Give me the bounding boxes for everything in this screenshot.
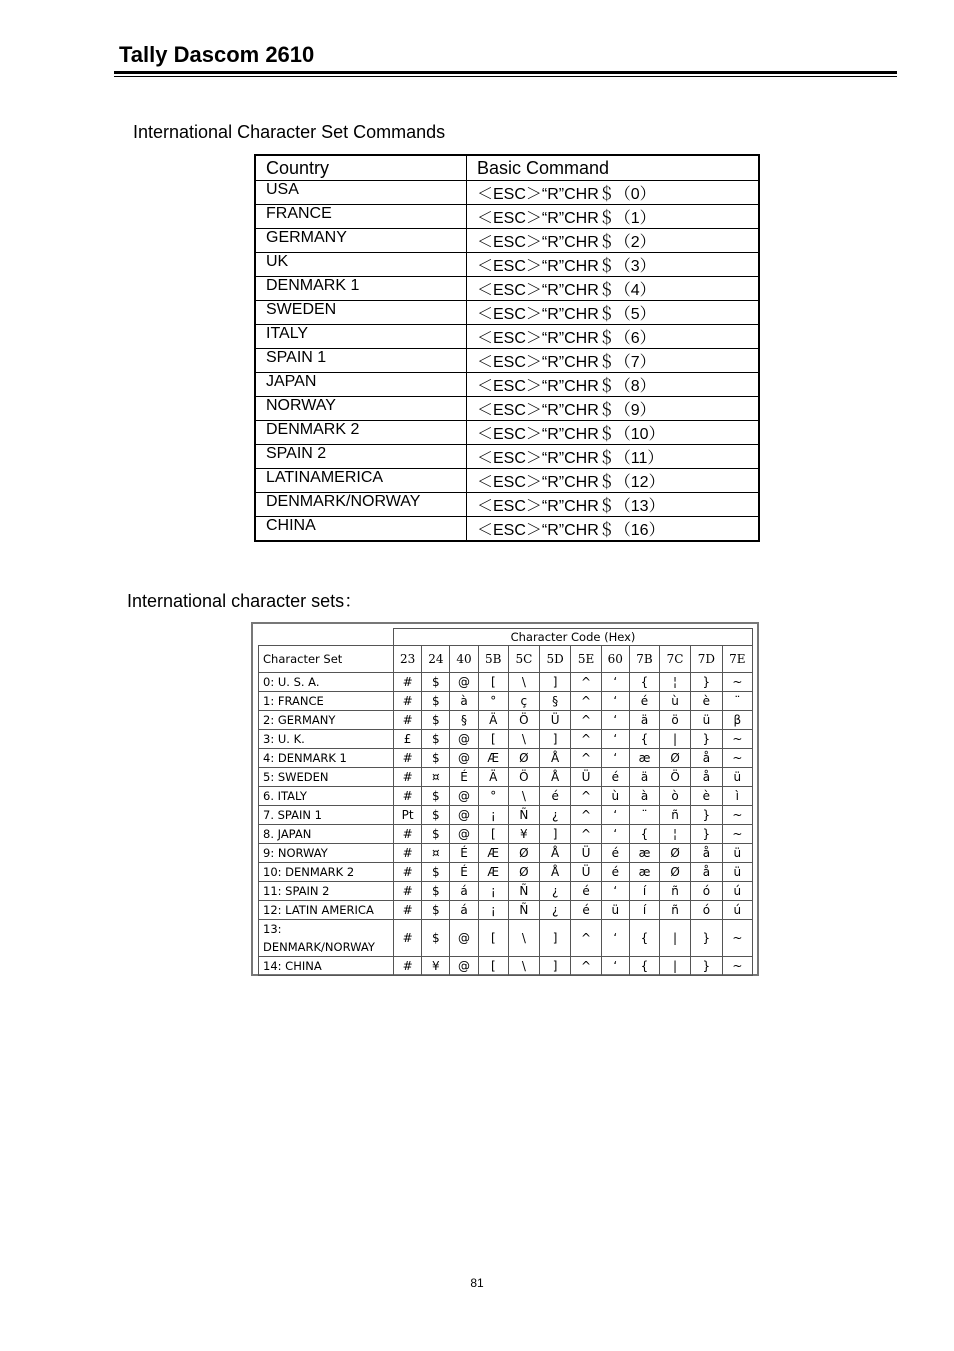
charset-char-cell: ü <box>722 768 752 787</box>
charset-char-cell: # <box>394 882 422 901</box>
charset-code-header: 7C <box>660 646 691 673</box>
charset-char-cell: å <box>691 844 723 863</box>
charset-char-cell: Æ <box>478 863 508 882</box>
charset-row <box>259 825 753 844</box>
charset-char-cell: β <box>722 711 752 730</box>
charset-char-cell: @ <box>450 749 478 768</box>
charset-char-cell: ‘ <box>601 711 629 730</box>
charset-char-cell: { <box>629 673 659 692</box>
charset-code-header: 7E <box>722 646 752 673</box>
charset-char-cell: ] <box>539 730 571 749</box>
country-cell: SPAIN 1 <box>255 349 467 373</box>
charset-name-cell: 4: DENMARK 1 <box>259 749 394 768</box>
charset-char-cell: @ <box>450 730 478 749</box>
charset-char-cell: Æ <box>478 749 508 768</box>
charset-char-cell: Ü <box>539 711 571 730</box>
charset-char-cell: { <box>629 957 659 976</box>
charset-row <box>259 920 753 957</box>
charset-char-cell: ~ <box>722 920 752 957</box>
header-rule-thin <box>114 76 897 77</box>
charset-char-cell: # <box>394 673 422 692</box>
charset-char-cell: @ <box>450 673 478 692</box>
charset-char-cell: $ <box>422 711 450 730</box>
character-set-figure <box>251 622 759 976</box>
charset-char-cell: Ø <box>508 749 539 768</box>
command-table-body <box>255 181 759 542</box>
charset-code-header: 24 <box>422 646 450 673</box>
charset-char-cell: á <box>450 882 478 901</box>
command-cell: ＜ESC＞“R”CHR＄（12） <box>467 469 760 493</box>
charset-char-cell: ¤ <box>422 768 450 787</box>
country-cell: NORWAY <box>255 397 467 421</box>
charset-char-cell: [ <box>478 957 508 976</box>
country-cell: USA <box>255 181 467 205</box>
charset-char-cell: @ <box>450 787 478 806</box>
charset-char-cell: æ <box>629 863 659 882</box>
charset-char-cell: é <box>571 901 601 920</box>
charset-char-cell: Ø <box>660 863 691 882</box>
charset-char-cell: Ö <box>508 768 539 787</box>
charset-char-cell: ‘ <box>601 957 629 976</box>
command-table-row <box>255 229 759 253</box>
charset-char-cell: # <box>394 711 422 730</box>
charset-char-cell: ~ <box>722 749 752 768</box>
charset-char-cell: ^ <box>571 692 601 711</box>
charset-name-cell: 14: CHINA <box>259 957 394 976</box>
charset-set-header: Character Set <box>259 646 394 673</box>
charset-char-cell: \ <box>508 957 539 976</box>
charset-code-header-row <box>259 646 753 673</box>
charset-char-cell: ~ <box>722 806 752 825</box>
charset-char-cell: } <box>691 673 723 692</box>
charset-char-cell: } <box>691 957 723 976</box>
charset-char-cell: | <box>660 730 691 749</box>
charset-char-cell: æ <box>629 749 659 768</box>
charset-char-cell: \ <box>508 787 539 806</box>
charset-char-cell: Ñ <box>508 882 539 901</box>
country-cell: CHINA <box>255 517 467 542</box>
charset-char-cell: # <box>394 768 422 787</box>
charset-char-cell: ~ <box>722 825 752 844</box>
charset-char-cell: ^ <box>571 787 601 806</box>
charset-row <box>259 749 753 768</box>
charset-char-cell: # <box>394 957 422 976</box>
charset-char-cell: ] <box>539 673 571 692</box>
command-table-row <box>255 277 759 301</box>
charset-code-header: 40 <box>450 646 478 673</box>
country-cell: DENMARK 2 <box>255 421 467 445</box>
charset-char-cell: ‘ <box>601 920 629 957</box>
charset-char-cell: é <box>571 882 601 901</box>
charset-char-cell: ‘ <box>601 673 629 692</box>
charset-row <box>259 673 753 692</box>
charset-char-cell: [ <box>478 673 508 692</box>
charset-char-cell: # <box>394 692 422 711</box>
character-set-table <box>258 628 753 976</box>
charset-char-cell: í <box>629 901 659 920</box>
command-cell: ＜ESC＞“R”CHR＄（10） <box>467 421 760 445</box>
charset-char-cell: à <box>629 787 659 806</box>
charset-char-cell: ¡ <box>478 901 508 920</box>
charset-char-cell: ^ <box>571 920 601 957</box>
charset-char-cell: Ø <box>660 749 691 768</box>
charset-char-cell: $ <box>422 787 450 806</box>
charset-char-cell: } <box>691 920 723 957</box>
charset-name-cell: 2: GERMANY <box>259 711 394 730</box>
charset-char-cell: É <box>450 768 478 787</box>
charset-char-cell: è <box>691 787 723 806</box>
charset-char-cell: Ü <box>571 863 601 882</box>
charset-char-cell: Ø <box>508 844 539 863</box>
command-cell: ＜ESC＞“R”CHR＄（4） <box>467 277 760 301</box>
charset-name-cell: 9: NORWAY <box>259 844 394 863</box>
section-title-charsets: International character sets： <box>127 591 363 611</box>
charset-char-cell: ú <box>722 882 752 901</box>
command-table-row <box>255 517 759 542</box>
charset-char-cell: # <box>394 901 422 920</box>
charset-char-cell: ü <box>722 844 752 863</box>
charset-row <box>259 692 753 711</box>
charset-char-cell: £ <box>394 730 422 749</box>
charset-char-cell: ì <box>722 787 752 806</box>
charset-char-cell: é <box>601 768 629 787</box>
charset-char-cell: ° <box>478 692 508 711</box>
command-table-row <box>255 181 759 205</box>
command-table-row <box>255 253 759 277</box>
charset-char-cell: ¨ <box>722 692 752 711</box>
charset-char-cell: é <box>601 844 629 863</box>
charset-char-cell: Å <box>539 749 571 768</box>
charset-row <box>259 787 753 806</box>
charset-name-cell: 0: U. S. A. <box>259 673 394 692</box>
country-cell: ITALY <box>255 325 467 349</box>
charset-row <box>259 957 753 976</box>
charset-char-cell: ú <box>722 901 752 920</box>
charset-name-cell: 11: SPAIN 2 <box>259 882 394 901</box>
charset-char-cell: ‘ <box>601 692 629 711</box>
charset-char-cell: { <box>629 825 659 844</box>
charset-char-cell: ¡ <box>478 882 508 901</box>
charset-char-cell: Ö <box>660 768 691 787</box>
charset-char-cell: $ <box>422 863 450 882</box>
charset-char-cell: ¦ <box>660 673 691 692</box>
command-table-row <box>255 397 759 421</box>
charset-char-cell: { <box>629 730 659 749</box>
charset-char-cell: # <box>394 787 422 806</box>
charset-char-cell: ç <box>508 692 539 711</box>
charset-char-cell: } <box>691 806 723 825</box>
command-cell: ＜ESC＞“R”CHR＄（0） <box>467 181 760 205</box>
command-table-row <box>255 301 759 325</box>
command-table <box>254 154 760 542</box>
charset-char-cell: ~ <box>722 730 752 749</box>
charset-char-cell: § <box>539 692 571 711</box>
charset-char-cell: $ <box>422 673 450 692</box>
charset-char-cell: @ <box>450 920 478 957</box>
charset-char-cell: ‘ <box>601 825 629 844</box>
charset-char-cell: Å <box>539 768 571 787</box>
charset-char-cell: Ü <box>571 768 601 787</box>
command-cell: ＜ESC＞“R”CHR＄（8） <box>467 373 760 397</box>
command-table-row <box>255 421 759 445</box>
country-cell: SWEDEN <box>255 301 467 325</box>
charset-char-cell: ^ <box>571 806 601 825</box>
charset-char-cell: Æ <box>478 844 508 863</box>
command-cell: ＜ESC＞“R”CHR＄（16） <box>467 517 760 542</box>
document-header-title: Tally Dascom 2610 <box>119 42 315 67</box>
command-table-row <box>255 373 759 397</box>
charset-char-cell: ñ <box>660 882 691 901</box>
charset-char-cell: ] <box>539 957 571 976</box>
charset-char-cell: ó <box>691 882 723 901</box>
charset-char-cell: ^ <box>571 749 601 768</box>
charset-char-cell: ¡ <box>478 806 508 825</box>
charset-char-cell: Ñ <box>508 901 539 920</box>
country-cell: UK <box>255 253 467 277</box>
charset-corner-cell <box>259 629 394 646</box>
charset-char-cell: ^ <box>571 957 601 976</box>
charset-row <box>259 863 753 882</box>
charset-char-cell: Pt <box>394 806 422 825</box>
charset-char-cell: ò <box>660 787 691 806</box>
charset-char-cell: ä <box>629 768 659 787</box>
charset-char-cell: Ä <box>478 711 508 730</box>
charset-char-cell: ù <box>660 692 691 711</box>
charset-char-cell: { <box>629 920 659 957</box>
charset-name-cell: 1: FRANCE <box>259 692 394 711</box>
charset-char-cell: # <box>394 749 422 768</box>
charset-code-title: Character Code (Hex) <box>394 629 753 646</box>
charset-char-cell: É <box>450 844 478 863</box>
charset-char-cell: í <box>629 882 659 901</box>
charset-char-cell: \ <box>508 673 539 692</box>
charset-char-cell: \ <box>508 920 539 957</box>
charset-name-cell: 5: SWEDEN <box>259 768 394 787</box>
charset-row <box>259 711 753 730</box>
charset-char-cell: ü <box>691 711 723 730</box>
charset-char-cell: ä <box>629 711 659 730</box>
charset-char-cell: é <box>601 863 629 882</box>
charset-code-header: 5B <box>478 646 508 673</box>
charset-code-header: 5D <box>539 646 571 673</box>
charset-char-cell: $ <box>422 692 450 711</box>
charset-char-cell: è <box>691 692 723 711</box>
charset-char-cell: ‘ <box>601 806 629 825</box>
command-cell: ＜ESC＞“R”CHR＄（13） <box>467 493 760 517</box>
charset-char-cell: $ <box>422 901 450 920</box>
charset-char-cell: ¿ <box>539 806 571 825</box>
command-cell: ＜ESC＞“R”CHR＄（6） <box>467 325 760 349</box>
charset-char-cell: ] <box>539 825 571 844</box>
charset-char-cell: ~ <box>722 957 752 976</box>
charset-char-cell: Ñ <box>508 806 539 825</box>
charset-row <box>259 901 753 920</box>
charset-char-cell: ñ <box>660 806 691 825</box>
country-cell: GERMANY <box>255 229 467 253</box>
charset-name-cell: 7. SPAIN 1 <box>259 806 394 825</box>
charset-char-cell: ¥ <box>508 825 539 844</box>
charset-char-cell: $ <box>422 730 450 749</box>
character-set-table-body <box>259 629 753 976</box>
charset-row <box>259 844 753 863</box>
charset-char-cell: $ <box>422 920 450 957</box>
command-table-row <box>255 445 759 469</box>
page-number: 81 <box>470 1276 484 1290</box>
country-cell: DENMARK 1 <box>255 277 467 301</box>
country-cell: SPAIN 2 <box>255 445 467 469</box>
charset-char-cell: Ä <box>478 768 508 787</box>
charset-name-cell: 12: LATIN AMERICA <box>259 901 394 920</box>
country-cell: JAPAN <box>255 373 467 397</box>
charset-char-cell: ö <box>660 711 691 730</box>
charset-code-header: 60 <box>601 646 629 673</box>
charset-char-cell: ù <box>601 787 629 806</box>
charset-char-cell: ñ <box>660 901 691 920</box>
charset-char-cell: $ <box>422 806 450 825</box>
charset-name-cell: 10: DENMARK 2 <box>259 863 394 882</box>
charset-code-header: 5E <box>571 646 601 673</box>
charset-char-cell: á <box>450 901 478 920</box>
charset-row <box>259 882 753 901</box>
charset-char-cell: $ <box>422 749 450 768</box>
command-table-row <box>255 469 759 493</box>
command-cell: ＜ESC＞“R”CHR＄（3） <box>467 253 760 277</box>
command-cell: ＜ESC＞“R”CHR＄（2） <box>467 229 760 253</box>
charset-char-cell: é <box>629 692 659 711</box>
charset-char-cell: å <box>691 863 723 882</box>
charset-char-cell: } <box>691 825 723 844</box>
command-cell: ＜ESC＞“R”CHR＄（11） <box>467 445 760 469</box>
charset-char-cell: ü <box>601 901 629 920</box>
charset-char-cell: É <box>450 863 478 882</box>
country-cell: DENMARK/NORWAY <box>255 493 467 517</box>
charset-char-cell: | <box>660 920 691 957</box>
charset-char-cell: $ <box>422 882 450 901</box>
section-title-commands: International Character Set Commands <box>133 122 446 142</box>
command-table-row <box>255 325 759 349</box>
charset-name-cell: 13: DENMARK/NORWAY <box>259 920 394 957</box>
charset-char-cell: ó <box>691 901 723 920</box>
charset-char-cell: [ <box>478 730 508 749</box>
charset-code-header: 23 <box>394 646 422 673</box>
charset-char-cell: ‘ <box>601 730 629 749</box>
charset-char-cell: ¿ <box>539 901 571 920</box>
charset-char-cell: Å <box>539 844 571 863</box>
charset-char-cell: ^ <box>571 673 601 692</box>
command-table-row <box>255 205 759 229</box>
charset-char-cell: @ <box>450 825 478 844</box>
command-cell: ＜ESC＞“R”CHR＄（5） <box>467 301 760 325</box>
header-rule-thick <box>114 71 897 74</box>
command-cell: ＜ESC＞“R”CHR＄（9） <box>467 397 760 421</box>
charset-char-cell: # <box>394 863 422 882</box>
charset-char-cell: ° <box>478 787 508 806</box>
charset-char-cell: } <box>691 730 723 749</box>
charset-char-cell: ¿ <box>539 882 571 901</box>
charset-char-cell: Ü <box>571 844 601 863</box>
charset-char-cell: [ <box>478 825 508 844</box>
header-country: Country <box>255 155 467 181</box>
charset-char-cell: ‘ <box>601 749 629 768</box>
charset-char-cell: ü <box>722 863 752 882</box>
charset-code-header: 7D <box>691 646 723 673</box>
country-cell: FRANCE <box>255 205 467 229</box>
charset-char-cell: ^ <box>571 711 601 730</box>
charset-row <box>259 806 753 825</box>
charset-char-cell: Å <box>539 863 571 882</box>
charset-char-cell: @ <box>450 806 478 825</box>
command-table-header-row <box>255 155 759 181</box>
charset-char-cell: Ö <box>508 711 539 730</box>
command-cell: ＜ESC＞“R”CHR＄（7） <box>467 349 760 373</box>
charset-name-cell: 6. ITALY <box>259 787 394 806</box>
charset-char-cell: ¤ <box>422 844 450 863</box>
header-basic-command: Basic Command <box>467 155 760 181</box>
charset-char-cell: à <box>450 692 478 711</box>
country-cell: LATINAMERICA <box>255 469 467 493</box>
command-cell: ＜ESC＞“R”CHR＄（1） <box>467 205 760 229</box>
charset-char-cell: å <box>691 749 723 768</box>
command-table-row <box>255 349 759 373</box>
charset-code-header: 5C <box>508 646 539 673</box>
charset-char-cell: ‘ <box>601 882 629 901</box>
charset-name-cell: 3: U. K. <box>259 730 394 749</box>
charset-char-cell: # <box>394 825 422 844</box>
charset-char-cell: ^ <box>571 825 601 844</box>
charset-char-cell: ] <box>539 920 571 957</box>
charset-char-cell: | <box>660 957 691 976</box>
charset-char-cell: ¥ <box>422 957 450 976</box>
charset-char-cell: ^ <box>571 730 601 749</box>
charset-code-header: 7B <box>629 646 659 673</box>
charset-char-cell: $ <box>422 825 450 844</box>
charset-char-cell: æ <box>629 844 659 863</box>
charset-char-cell: Ø <box>660 844 691 863</box>
command-table-row <box>255 493 759 517</box>
charset-char-cell: \ <box>508 730 539 749</box>
charset-char-cell: å <box>691 768 723 787</box>
charset-char-cell: ¨ <box>629 806 659 825</box>
charset-row <box>259 768 753 787</box>
charset-char-cell: § <box>450 711 478 730</box>
charset-char-cell: [ <box>478 920 508 957</box>
charset-title-row <box>259 629 753 646</box>
charset-char-cell: # <box>394 844 422 863</box>
charset-char-cell: # <box>394 920 422 957</box>
charset-char-cell: ¦ <box>660 825 691 844</box>
charset-char-cell: Ø <box>508 863 539 882</box>
charset-char-cell: é <box>539 787 571 806</box>
charset-char-cell: ~ <box>722 673 752 692</box>
charset-char-cell: @ <box>450 957 478 976</box>
charset-row <box>259 730 753 749</box>
charset-name-cell: 8. JAPAN <box>259 825 394 844</box>
